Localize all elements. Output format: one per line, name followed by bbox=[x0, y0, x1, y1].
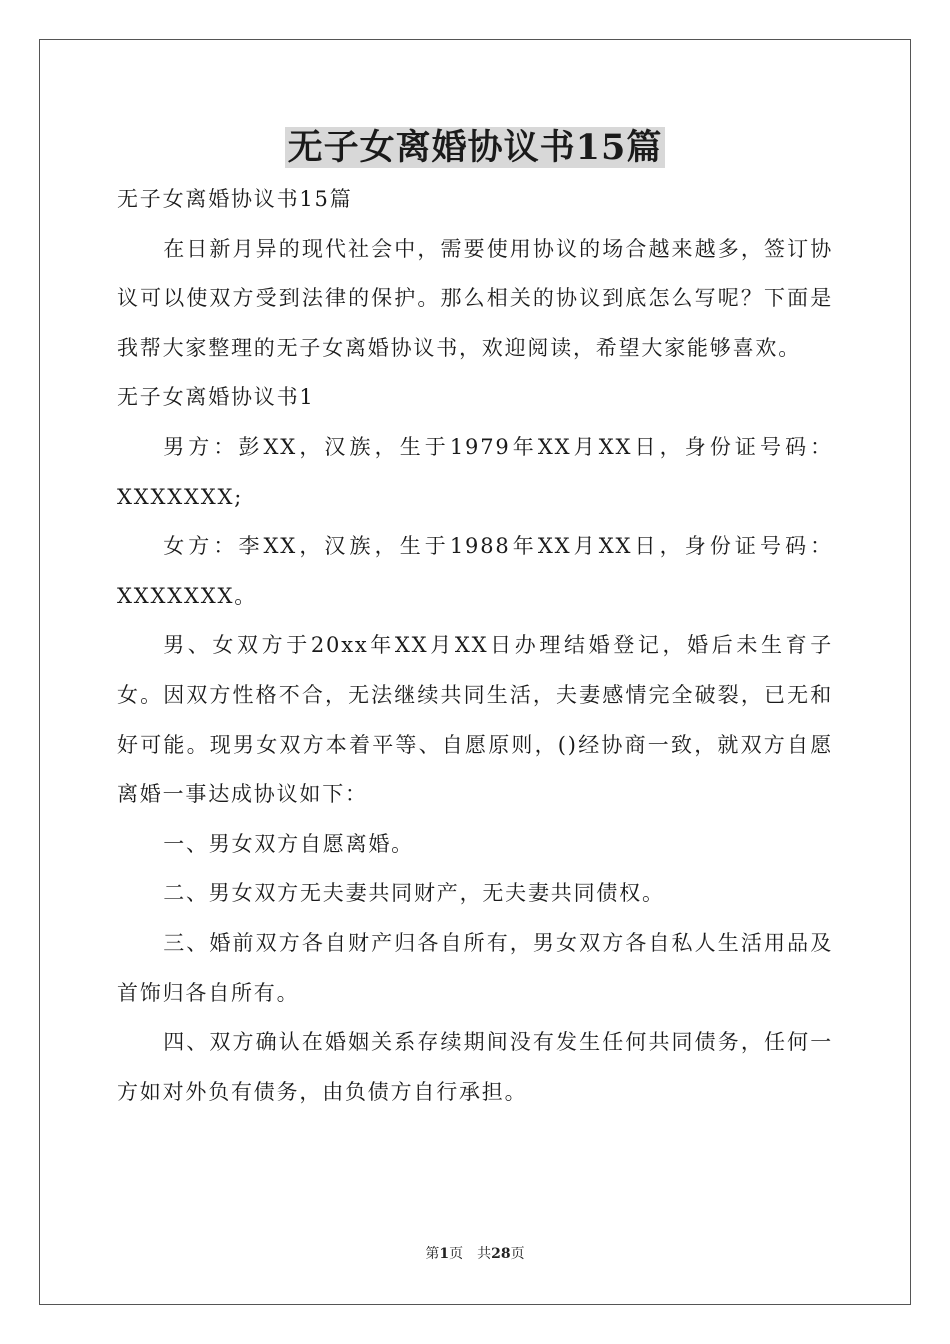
total-suffix: 页 bbox=[510, 1246, 525, 1262]
document-title bbox=[0, 124, 950, 172]
clause-4-paragraph: 四、双方确认在婚姻关系存续期间没有发生任何共同债务，任何一方如对外负有债务，由负债方自行承担。 bbox=[117, 1030, 833, 1104]
page-total: 28 bbox=[491, 1246, 511, 1262]
intro-paragraph: 在日新月异的现代社会中，需要使用协议的场合越来越多，签订协议可以使双方受到法律的保护。那么相关的协议到底怎么写呢？下面是我帮大家整理的无子女离婚协议书，欢迎阅读，希望大家能够喜欢。 bbox=[117, 236, 833, 360]
total-prefix: 共 bbox=[477, 1246, 492, 1262]
section-heading: 无子女离婚协议书1 bbox=[117, 385, 315, 410]
subtitle-paragraph: 无子女离婚协议书15篇 bbox=[117, 187, 353, 211]
page-current: 1 bbox=[439, 1246, 450, 1262]
page-footer bbox=[0, 1244, 950, 1264]
document-title-text: 无子女离婚协议书15篇 bbox=[285, 127, 666, 168]
clause-2-paragraph: 二、男女双方无夫妻共同财产，无夫妻共同债权。 bbox=[163, 881, 665, 906]
page-prefix: 第 bbox=[425, 1246, 440, 1262]
female-party-paragraph: 女方：李XX，汉族，生于1988年XX月XX日，身份证号码：XXXXXXX。 bbox=[117, 534, 833, 608]
background-paragraph: 男、女双方于20xx年XX月XX日办理结婚登记，婚后未生育子女。因双方性格不合，无法继续共同生活，夫妻感情完全破裂，已无和好可能。现男女双方本着平等、自愿原则，()经协商一致，就双方自愿离婚一事达成协议如下： bbox=[117, 633, 833, 807]
page-suffix: 页 bbox=[449, 1246, 464, 1262]
clause-1-paragraph: 一、男女双方自愿离婚。 bbox=[163, 831, 414, 856]
clause-3-paragraph: 三、婚前双方各自财产归各自所有，男女双方各自私人生活用品及首饰归各自所有。 bbox=[117, 930, 833, 1005]
male-party-paragraph: 男方：彭XX，汉族，生于1979年XX月XX日，身份证号码：XXXXXXX; bbox=[117, 434, 833, 509]
document-body bbox=[117, 175, 833, 1117]
